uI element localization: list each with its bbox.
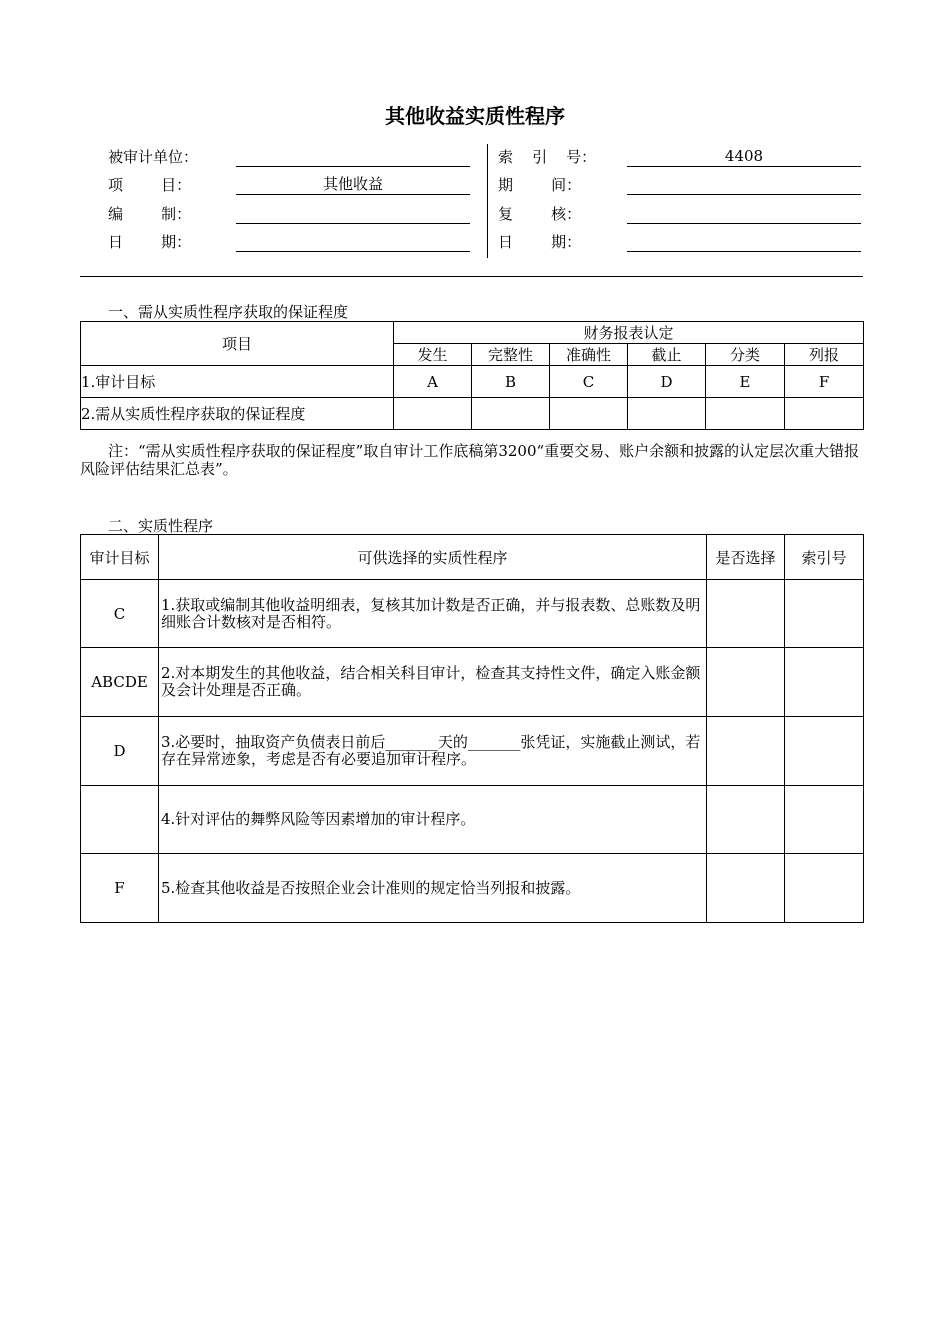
selected-cell[interactable] bbox=[707, 786, 785, 854]
objective-cell: ABCDE bbox=[81, 648, 159, 717]
label-period: 期 间： bbox=[498, 176, 582, 194]
label-preparer: 编 制： bbox=[108, 205, 192, 223]
col-procedure-header: 可供选择的实质性程序 bbox=[159, 535, 707, 580]
assurance-table bbox=[80, 321, 864, 430]
objective-cell: A bbox=[394, 366, 472, 398]
selected-cell[interactable] bbox=[707, 854, 785, 923]
objective-cell bbox=[81, 786, 159, 854]
procedure-cell: 4.针对评估的舞弊风险等因素增加的审计程序。 bbox=[159, 786, 707, 854]
objective-cell: E bbox=[706, 366, 785, 398]
label-project: 项 目： bbox=[108, 176, 192, 194]
assurance-cell[interactable] bbox=[550, 398, 628, 430]
table-row bbox=[81, 648, 864, 717]
objective-cell: C bbox=[81, 580, 159, 648]
field-preparer[interactable] bbox=[236, 203, 470, 224]
procedure-cell: 5.检查其他收益是否按照企业会计准则的规定恰当列报和披露。 bbox=[159, 854, 707, 923]
selected-cell[interactable] bbox=[707, 580, 785, 648]
selected-cell[interactable] bbox=[707, 717, 785, 786]
label-date-left: 日 期： bbox=[108, 233, 192, 251]
assurance-cell[interactable] bbox=[394, 398, 472, 430]
field-reviewer[interactable] bbox=[627, 203, 861, 224]
field-date-right[interactable] bbox=[627, 231, 861, 252]
label-index-number: 索 引 号： bbox=[498, 148, 597, 166]
header-rule bbox=[80, 276, 863, 277]
col-assertions-group: 财务报表认定 bbox=[394, 322, 864, 344]
col-selected-header: 是否选择 bbox=[707, 535, 785, 580]
label-date-right: 日 期： bbox=[498, 233, 582, 251]
index-cell[interactable] bbox=[785, 717, 864, 786]
label-audited-unit: 被审计单位： bbox=[108, 148, 199, 166]
index-cell[interactable] bbox=[785, 580, 864, 648]
objective-cell: B bbox=[472, 366, 550, 398]
objective-cell: D bbox=[628, 366, 706, 398]
index-cell[interactable] bbox=[785, 648, 864, 717]
objective-cell: F bbox=[81, 854, 159, 923]
table-row bbox=[81, 854, 864, 923]
assertion-header: 发生 bbox=[394, 344, 472, 366]
selected-cell[interactable] bbox=[707, 648, 785, 717]
table-row bbox=[81, 717, 864, 786]
index-cell[interactable] bbox=[785, 786, 864, 854]
procedures-table bbox=[80, 534, 864, 923]
objective-cell: F bbox=[785, 366, 864, 398]
procedure-cell: 2.对本期发生的其他收益，结合相关科目审计，检查其支持性文件，确定入账金额及会计处理是否正确。 bbox=[159, 648, 707, 717]
assertion-header: 列报 bbox=[785, 344, 864, 366]
row-assurance-label: 2.需从实质性程序获取的保证程度 bbox=[81, 398, 394, 430]
section1-note: 注：“需从实质性程序获取的保证程度”取自审计工作底稿第3200“重要交易、账户余额和披露的认定层次重大错报风险评估结果汇总表”。 bbox=[80, 442, 860, 478]
field-period[interactable] bbox=[627, 174, 861, 195]
assertion-header: 准确性 bbox=[550, 344, 628, 366]
assurance-cell[interactable] bbox=[472, 398, 550, 430]
section2-heading: 二、实质性程序 bbox=[108, 517, 214, 535]
assertion-header: 分类 bbox=[706, 344, 785, 366]
field-date-left[interactable] bbox=[236, 231, 470, 252]
field-index-number[interactable]: 4408 bbox=[627, 146, 861, 167]
objective-cell: D bbox=[81, 717, 159, 786]
assertion-header: 截止 bbox=[628, 344, 706, 366]
index-cell[interactable] bbox=[785, 854, 864, 923]
assurance-cell[interactable] bbox=[706, 398, 785, 430]
section1-heading: 一、需从实质性程序获取的保证程度 bbox=[108, 303, 349, 321]
table-row bbox=[81, 580, 864, 648]
field-audited-unit[interactable] bbox=[236, 146, 470, 167]
assurance-cell[interactable] bbox=[628, 398, 706, 430]
table-row bbox=[81, 786, 864, 854]
label-reviewer: 复 核： bbox=[498, 205, 582, 223]
col-objective-header: 审计目标 bbox=[81, 535, 159, 580]
assurance-cell[interactable] bbox=[785, 398, 864, 430]
page-title: 其他收益实质性程序 bbox=[385, 104, 565, 128]
field-project[interactable]: 其他收益 bbox=[236, 174, 470, 195]
objective-cell: C bbox=[550, 366, 628, 398]
col-index-header: 索引号 bbox=[785, 535, 864, 580]
assertion-header: 完整性 bbox=[472, 344, 550, 366]
col-item-header: 项目 bbox=[81, 322, 394, 366]
procedure-cell: 1.获取或编制其他收益明细表，复核其加计数是否正确，并与报表数、总账数及明细账合计数核对是否相符。 bbox=[159, 580, 707, 648]
row-audit-objective-label: 1.审计目标 bbox=[81, 366, 394, 398]
procedure-cell: 3.必要时，抽取资产负债表日前后_______天的_______张凭证，实施截止测试，若存在异常迹象，考虑是否有必要追加审计程序。 bbox=[159, 717, 707, 786]
header-divider bbox=[487, 144, 488, 258]
